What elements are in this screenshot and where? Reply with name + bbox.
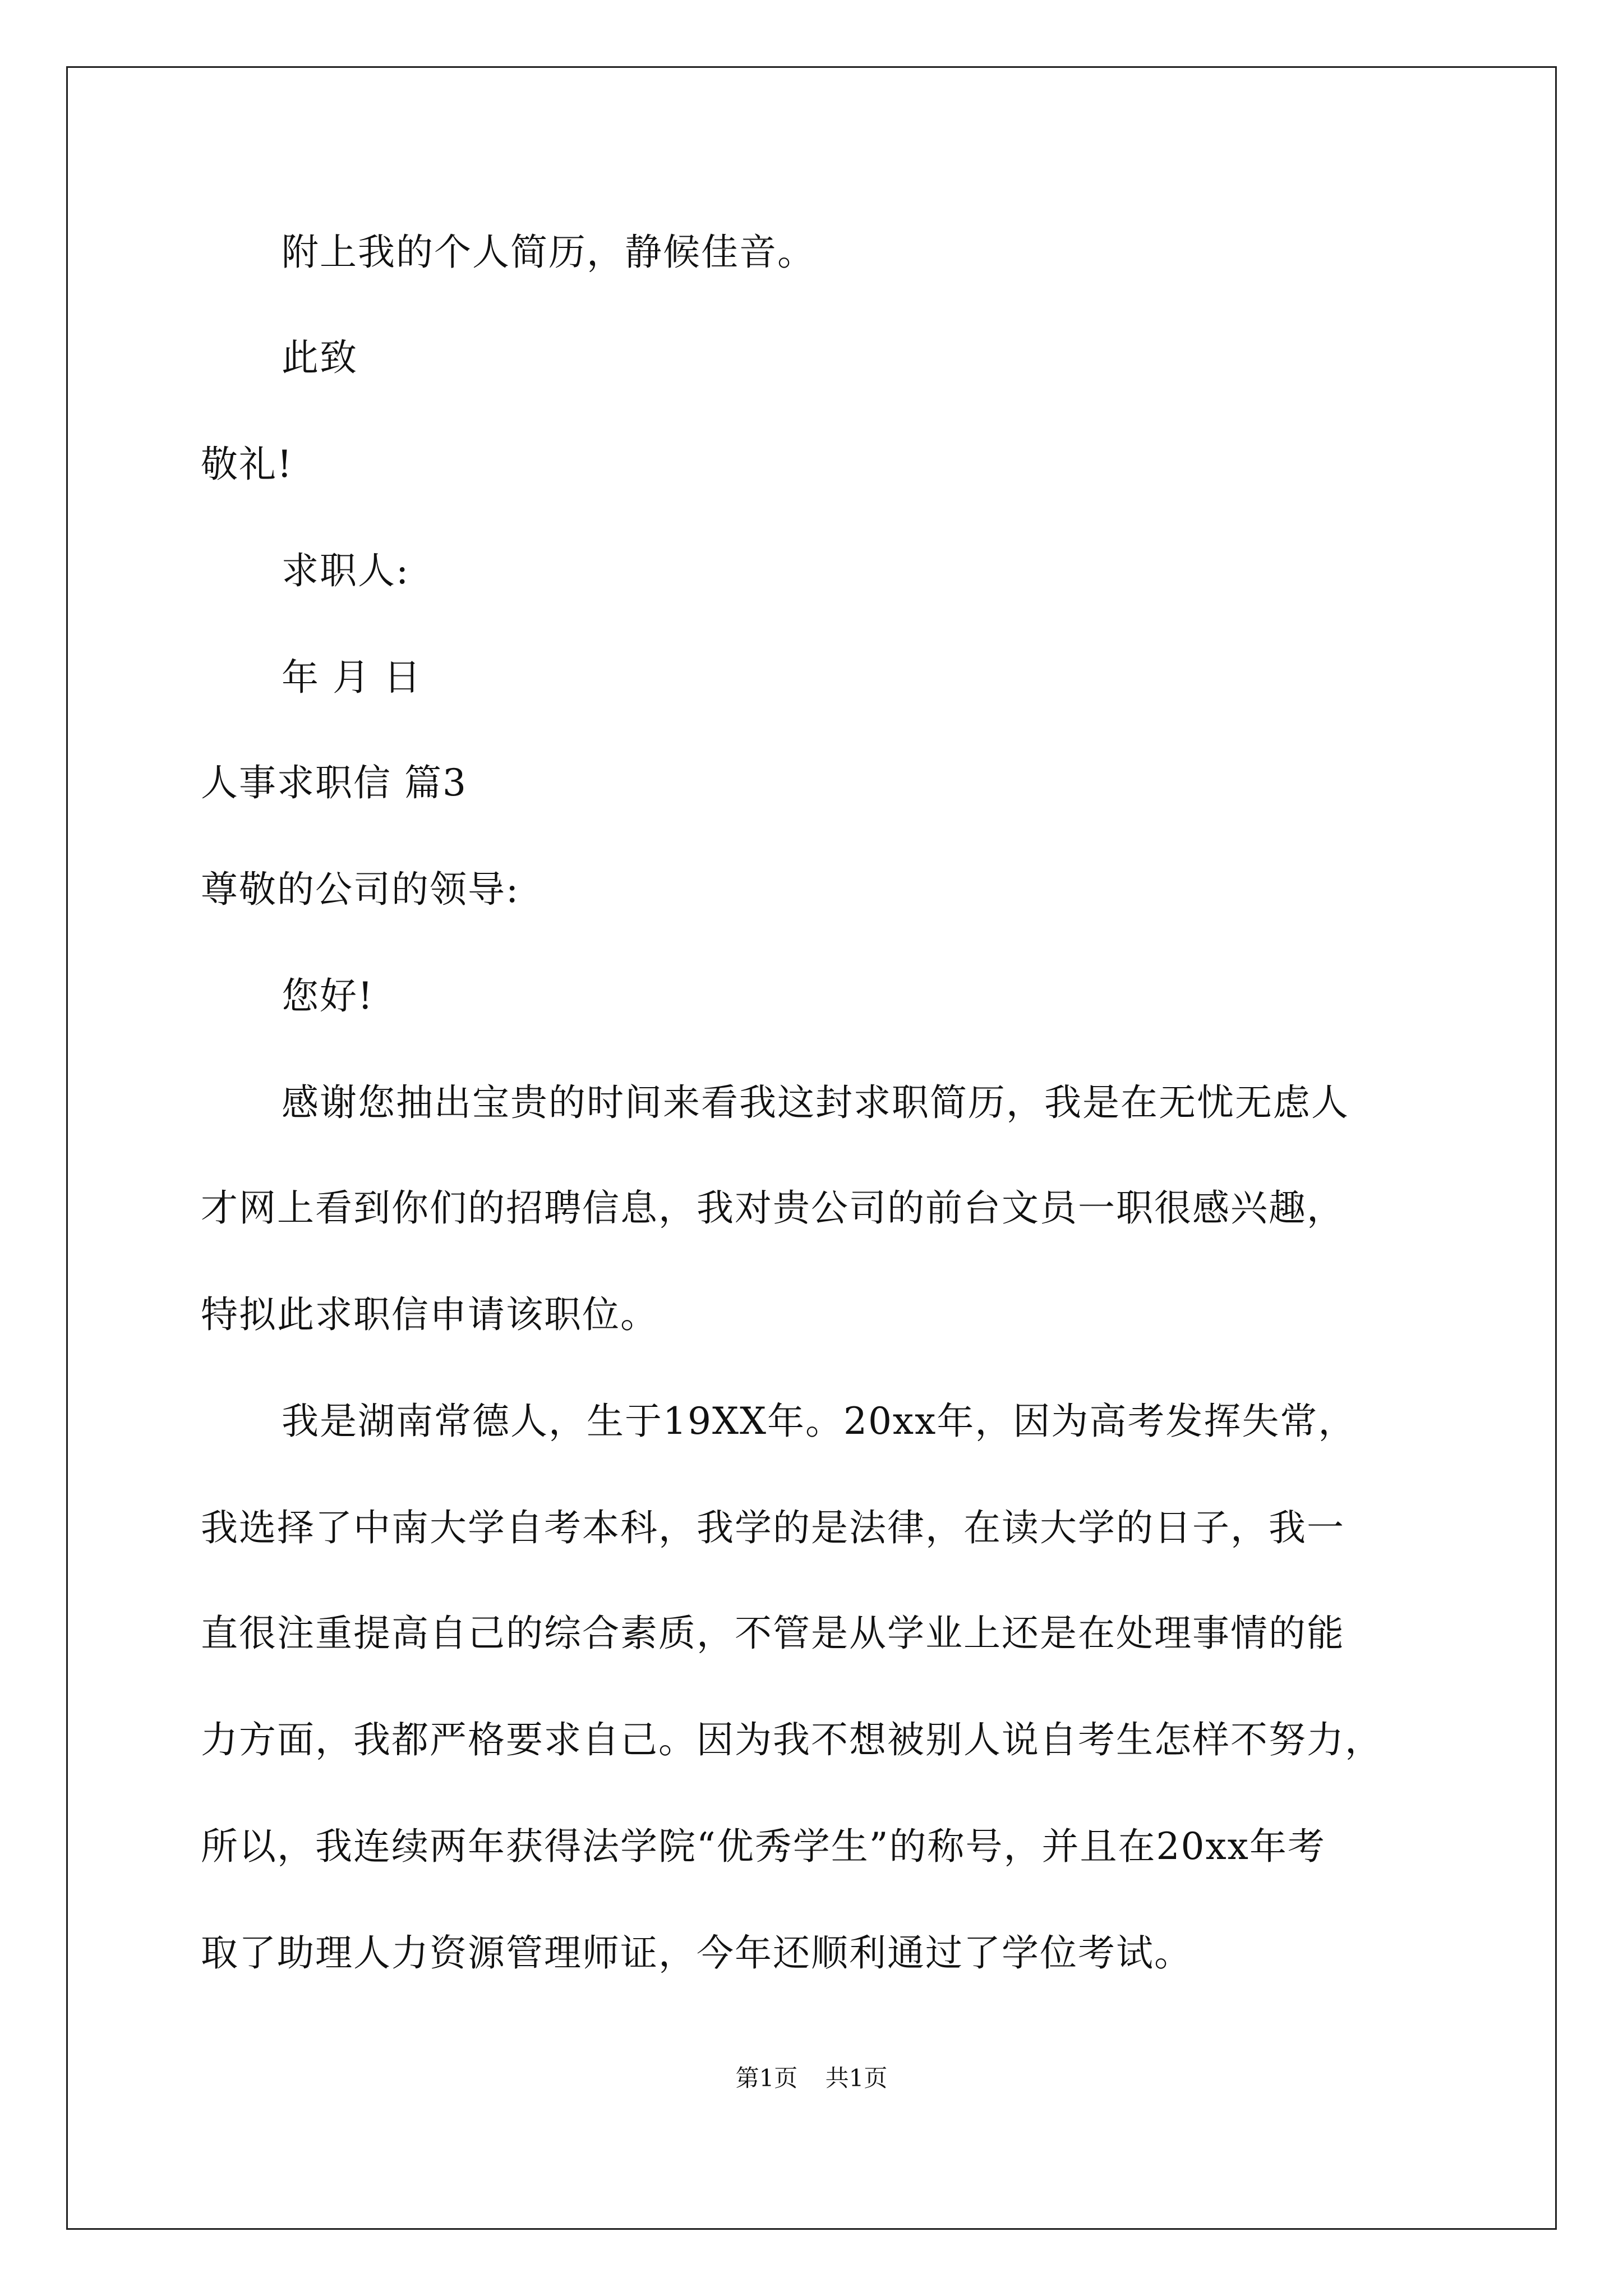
page-footer [0,2064,1623,2092]
paragraph-line: 我选择了中南大学自考本科，我学的是法律，在读大学的日子，我一 [201,1506,1345,1549]
text-line: 求职人: [282,549,410,592]
text-line: 附上我的个人简历，静候佳音。 [282,231,815,274]
paragraph-line: 取了助理人力资源管理师证，今年还顺利通过了学位考试。 [201,1931,1192,1975]
paragraph-line: 我是湖南常德人，生于19XX年。20xx年，因为高考发挥失常， [282,1400,1357,1443]
text-line: 此致 [282,336,358,379]
paragraph-line: 所以，我连续两年获得法学院“优秀学生”的称号，并且在20xx年考 [201,1825,1326,1868]
paragraph-line: 力方面，我都严格要求自己。因为我不想被别人说自考生怎样不努力， [201,1718,1383,1761]
paragraph-line: 感谢您抽出宝贵的时间来看我这封求职简历，我是在无忧无虑人 [282,1081,1349,1124]
greeting: 您好! [282,974,374,1018]
text-line: 年 月 日 [282,656,422,699]
paragraph-line: 特拟此求职信申请该职位。 [201,1293,658,1336]
paragraph-line: 直很注重提高自己的综合素质，不管是从学业上还是在处理事情的能 [201,1612,1345,1655]
page-number: 第1页 [735,2064,798,2092]
salutation: 尊敬的公司的领导: [201,868,520,911]
page-total: 共1页 [825,2064,888,2092]
page-border [66,66,1557,2230]
section-heading: 人事求职信 篇3 [201,761,467,804]
text-line: 敬礼! [201,443,293,486]
paragraph-line: 才网上看到你们的招聘信息，我对贵公司的前台文员一职很感兴趣， [201,1186,1345,1230]
